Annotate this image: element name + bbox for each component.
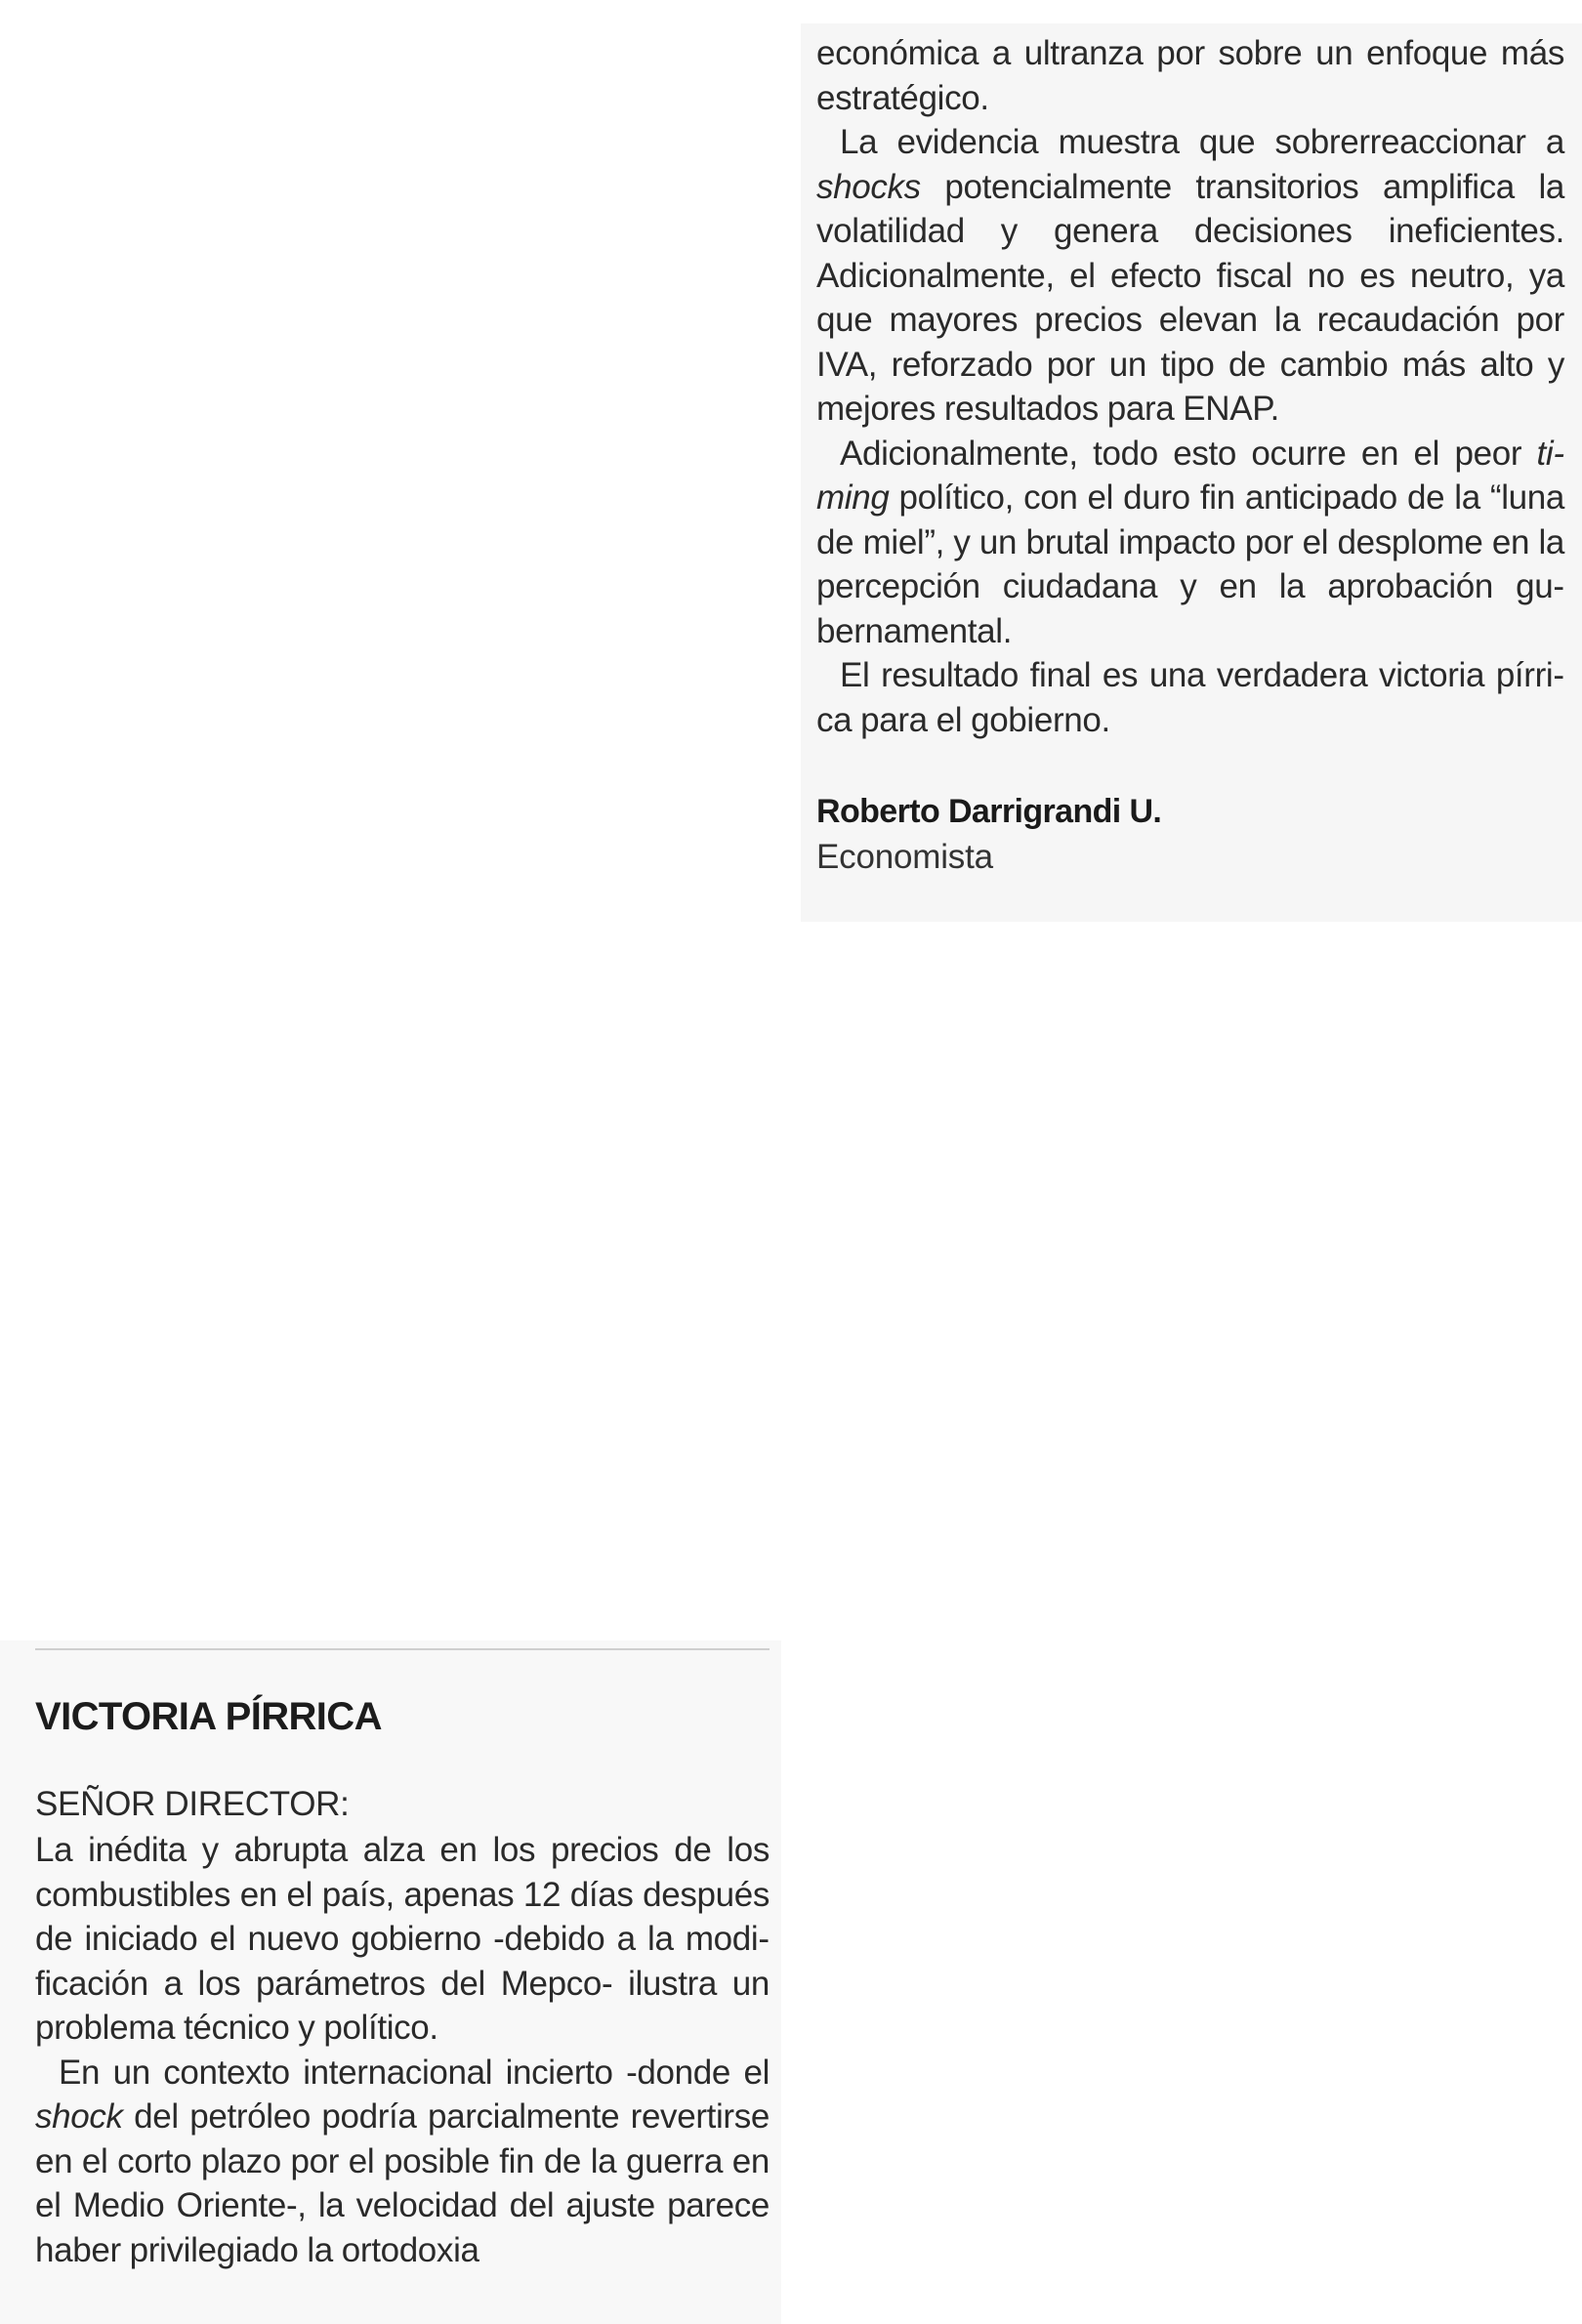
letter-body-continued (816, 31, 1564, 742)
signature-name: Roberto Darrigrandi U. (816, 793, 1162, 830)
letter-start-column (0, 1640, 781, 2324)
letter-continuation-column (801, 23, 1582, 922)
paragraph-context (35, 2051, 770, 2273)
paragraph-intro: La inédita y abrupta alza en los precios de los combustibles en el país, apenas 12 días después de iniciado el nuevo gobierno -debido a la modificación a los parámetros del Mepco- ilustra un problema técnico y político. (35, 1831, 770, 2047)
salutation: SEÑOR DIRECTOR: (35, 1785, 350, 1823)
letter-body (35, 1828, 770, 2272)
emphasis-term: shock (35, 2097, 123, 2136)
section-divider (35, 1648, 770, 1650)
paragraph-timing (816, 432, 1564, 654)
text-run: político, con el duro fin anticipado de la “luna de miel”, y un brutal impacto por el desplome en la percepción ciudadana y en la aprobación gubernamental. (816, 478, 1564, 650)
paragraph-continued: económica a ultranza por sobre un enfoque más estratégico. (816, 34, 1564, 117)
text-run: La evidencia muestra que sobrerreaccionar a (840, 123, 1564, 161)
signature-role: Economista (816, 838, 993, 876)
text-run: En un contexto internacional incierto -donde el (59, 2053, 770, 2092)
emphasis-term: shocks (816, 167, 921, 206)
text-run: del petróleo podría parcialmente revertirse en el corto plazo por el posible fin de la guerra en el Medio Oriente-, la velocidad del ajuste parece haber privilegiado la ortodoxia (35, 2097, 770, 2269)
paragraph-evidence (816, 120, 1564, 432)
text-run: potencialmente transitorios amplifica la volatilidad y genera decisiones ineficientes. Adicionalmente, el efecto fiscal no es neutro, ya que mayores precios elevan la recaudación por IVA, reforzado por un tipo de cambio más alto y mejores resultados para ENAP. (816, 167, 1564, 428)
paragraph-conclusion: El resultado final es una verdadera victoria pírrica para el gobierno. (816, 656, 1564, 739)
letter-headline: VICTORIA PÍRRICA (35, 1695, 382, 1738)
emphasis-term: timing (816, 434, 1564, 517)
text-run: Adicionalmente, todo esto ocurre en el peor (840, 434, 1537, 473)
